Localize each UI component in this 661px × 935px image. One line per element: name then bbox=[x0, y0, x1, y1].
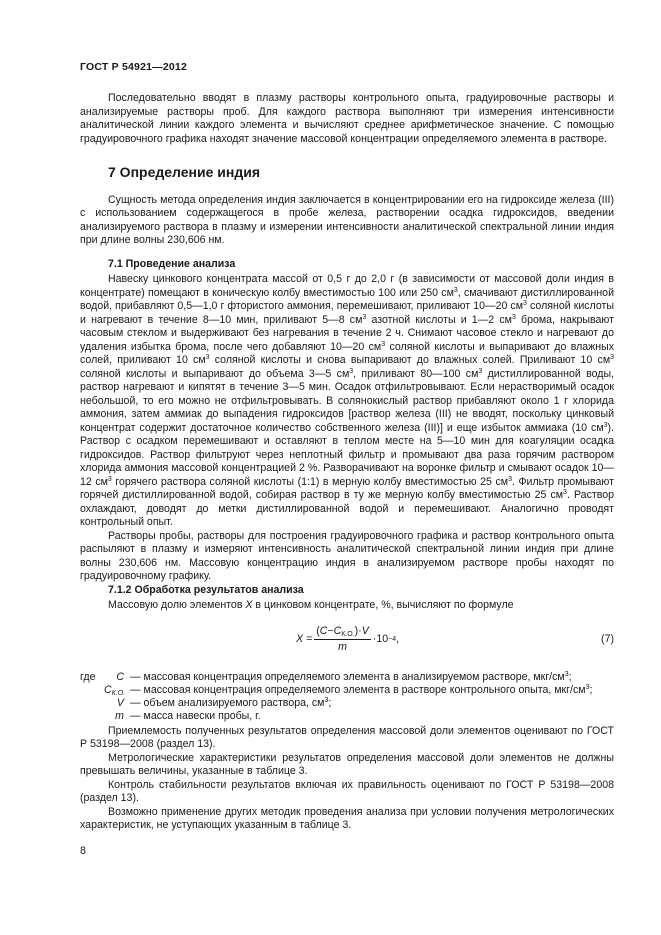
variable-symbol bbox=[104, 684, 130, 697]
variable-symbol-letter: m bbox=[115, 709, 124, 722]
procedure-exp-7: 3 bbox=[610, 354, 615, 361]
procedure-text-10: дистиллированной воды, раствор нагревают и кипятят в течение 3—5 мин. Осадок отфильтровывают. Если нерастворимый осадок небольшой, то его можно не отфильтровывать. В солянокислый раствор прибавляют около 1 г хлорида аммония, затем аммиак до выпадения гидроксидов [раствор железа (III) не вводят, поскольку цинковый концентрат содержит достаточное количество собственного железа (III)] и еще избыток аммиака (10 см bbox=[80, 367, 615, 434]
variable-symbol bbox=[104, 710, 130, 723]
formula-lhs: X = bbox=[296, 632, 313, 645]
procedure-text-12: горячего раствора соляной кислоты (1:1) в мерную колбу вместимостью 25 см bbox=[111, 475, 509, 488]
variable-symbol-letter: C bbox=[116, 670, 124, 683]
calibration-paragraph: Растворы пробы, растворы для построения градуировочного графика и раствор контрольного опыта распыляют в плазму и измеряют интенсивность аналитической спектральной линии индия при длине волны 230,606 нм. Массовую концентрацию индия в анализируемом растворе пробы находят по градуировочному графику. bbox=[80, 529, 614, 582]
variable-description-exp: 3 bbox=[564, 670, 569, 678]
formula-number: (7) bbox=[601, 632, 614, 645]
formula-num-c: C bbox=[319, 624, 328, 637]
formula-trail: , bbox=[396, 632, 400, 645]
variable-row bbox=[80, 684, 614, 697]
formula-num-ck: C bbox=[333, 624, 342, 637]
procedure-text-9: , приливают 80—100 см bbox=[353, 367, 479, 380]
formula-lead-text-a: Массовую долю элементов bbox=[108, 599, 246, 611]
procedure-exp-9: 3 bbox=[478, 367, 483, 375]
variable-row bbox=[80, 710, 614, 723]
procedure-text-7: соляной кислоты и снова выпаривают до влажных солей. Приливают 10 см bbox=[209, 354, 611, 366]
formula-num-ck-sub: К.О. bbox=[341, 630, 355, 638]
acceptability-paragraph: Приемлемость полученных результатов определения массовой доли элементов оценивают по ГОСТ Р 53198—2008 (раздел 13). bbox=[80, 724, 614, 750]
formula-num-close: )· bbox=[354, 624, 362, 637]
variable-row bbox=[80, 697, 614, 710]
procedure-text-13: . Фильтр промывают горячей дистиллированной водой, собирая раствор в ту же мерную колбу вместимостью 25 см bbox=[80, 475, 614, 501]
variable-description-text: — массовая концентрация определяемого элемента в растворе контрольного опыта, мкг/см bbox=[130, 683, 586, 696]
formula-num-minus: − bbox=[327, 624, 334, 637]
section-7-1-heading: 7.1 Проведение анализа bbox=[108, 257, 236, 270]
page-number: 8 bbox=[80, 845, 86, 857]
variable-description bbox=[130, 671, 614, 684]
procedure-exp-2: 3 bbox=[523, 300, 527, 307]
variable-description-tail: ; bbox=[328, 696, 332, 709]
page-content bbox=[80, 92, 614, 833]
variable-symbol-letter: C bbox=[104, 683, 112, 696]
formula-factor: ·10 bbox=[372, 632, 389, 645]
variable-symbol bbox=[104, 671, 130, 684]
document-code: ГОСТ Р 54921—2012 bbox=[80, 61, 188, 73]
variable-description-exp: 3 bbox=[585, 683, 590, 691]
variable-description bbox=[130, 697, 614, 710]
procedure-text-1: Навеску цинкового концентрата массой от 0,5 г до 2,0 г (в зависимости от массовой доли индия в концентрате) помещают в коническую колбу вместимостью 100 или 250 см bbox=[80, 273, 614, 299]
procedure-exp-13: 3 bbox=[563, 489, 567, 496]
variable-symbol-sub: К.О. bbox=[111, 689, 126, 697]
procedure-exp-3: 3 bbox=[362, 313, 367, 321]
formula-num-open: ( bbox=[316, 624, 320, 637]
stability-control-paragraph: Контроль стабильности результатов включая их правильность оценивают по ГОСТ Р 53198—2008 (раздел 13). bbox=[80, 778, 614, 804]
procedure-text-3: соляной кислоты и нагревают в течение 8—10 мин, приливают 5—8 см bbox=[80, 300, 614, 326]
formula-fraction bbox=[314, 625, 371, 655]
formula-block bbox=[80, 621, 614, 665]
variable-description bbox=[130, 684, 614, 697]
variable-description-text: — масса навески пробы, г. bbox=[130, 709, 261, 722]
procedure-text-6: соляной кислоты и выпаривают до влажных солей, приливают 10 см bbox=[80, 340, 614, 366]
procedure-exp-11: 3 bbox=[107, 475, 112, 483]
procedure-text-14: . Раствор охлаждают, доводят до метки дистиллированной водой и перемешивают. Аналогично проводят контрольный опыт. bbox=[80, 489, 615, 528]
procedure-exp-1: 3 bbox=[453, 286, 458, 294]
formula-lead-text-b: в цинковом концентрате, %, вычисляют по формуле bbox=[252, 599, 514, 611]
procedure-exp-8: 3 bbox=[349, 367, 354, 375]
formula: X = $\frac{(C-C_{К.О.})\cdot V}{m}$ ·10 −4 , bbox=[296, 624, 400, 653]
variable-description-text: — массовая концентрация определяемого элемента в анализируемом растворе, мкг/см bbox=[130, 670, 565, 683]
procedure-paragraph bbox=[80, 273, 614, 530]
intro-paragraph: Последовательно вводят в плазму растворы контрольного опыта, градуировочные растворы и анализируемые растворы проб. Для каждого раствора выполняют три измерения интенсивности аналитической линии каждого элемента и вычисляют среднее арифметическое значение. С помощью градуировочного графика находят значение массовой концентрации определяемого элемента в растворе. bbox=[80, 92, 614, 145]
procedure-exp-4: 3 bbox=[511, 313, 516, 321]
variable-description bbox=[130, 710, 614, 723]
metrology-paragraph: Метрологические характеристики результатов определения массовой доли элементов не должны превышать величины, указанные в таблице 3. bbox=[80, 751, 614, 777]
variable-row bbox=[80, 671, 614, 684]
formula-denominator: m bbox=[338, 641, 347, 653]
section-7-heading: 7 Определение индия bbox=[108, 164, 260, 180]
variable-description-exp: 3 bbox=[324, 696, 329, 704]
formula-lead-paragraph bbox=[80, 599, 614, 613]
section-7-paragraph: Сущность метода определения индия заключается в концентрировании его на гидроксиде железа (III) с использованием содержащегося в пробе железа, растворении осадка гидроксидов, введении анализируемого раствора в плазму и измерении интенсивности аналитической спектральной линии индия при длине волны 230,606 нм. bbox=[80, 193, 614, 246]
variable-definitions bbox=[80, 671, 614, 723]
procedure-text-8: соляной кислоты и выпаривают до объема 3—5 см bbox=[80, 367, 350, 380]
procedure-text-2: , смачивают дистиллированной водой, прибавляют 0,5—1,0 г фтористого аммония, перемешивают, приливают 10—20 см bbox=[80, 286, 614, 312]
section-7-1-2-heading: 7.1.2 Обработка результатов анализа bbox=[108, 583, 304, 596]
procedure-exp-6: 3 bbox=[205, 354, 210, 361]
formula-num-v: V bbox=[361, 624, 369, 637]
variable-symbol-letter: V bbox=[116, 696, 124, 709]
where-label: где bbox=[80, 670, 96, 683]
procedure-text-5: брома, накрывают часовым стеклом и выдерживают без нагревания в течение 2 ч. Снимают часовое стекло и нагревают до удаления избытка брома, после чего добавляют 10—20 см bbox=[80, 313, 614, 353]
variable-description-tail: ; bbox=[589, 683, 593, 696]
variable-description-text: — объем анализируемого раствора, см bbox=[130, 696, 325, 709]
alternative-methods-paragraph: Возможно применение других методик проведения анализа при условии получения метрологических характеристик, не уступающих указанным в таблице 3. bbox=[80, 805, 614, 831]
procedure-text-11: ). Раствор с осадком перемешивают и оставляют в теплом месте на 5—10 мин для коагуляции осадка гидроксидов. Раствор фильтруют через неплотный фильтр и промывают два раза горячим раствором хлорида аммония массовой концентрацией 2 %. Разворачивают на воронке фильтр и смывают осадок 10—12 см bbox=[80, 421, 614, 488]
procedure-text-4: азотной кислоты и 1—2 см bbox=[366, 313, 512, 326]
formula-lead-variable: X bbox=[245, 599, 253, 611]
variable-description-tail: ; bbox=[568, 670, 572, 683]
procedure-exp-12: 3 bbox=[508, 475, 512, 483]
formula-numerator bbox=[314, 625, 371, 641]
procedure-exp-5: 3 bbox=[381, 340, 386, 348]
procedure-exp-10: 3 bbox=[603, 421, 608, 429]
variable-symbol bbox=[104, 697, 130, 710]
